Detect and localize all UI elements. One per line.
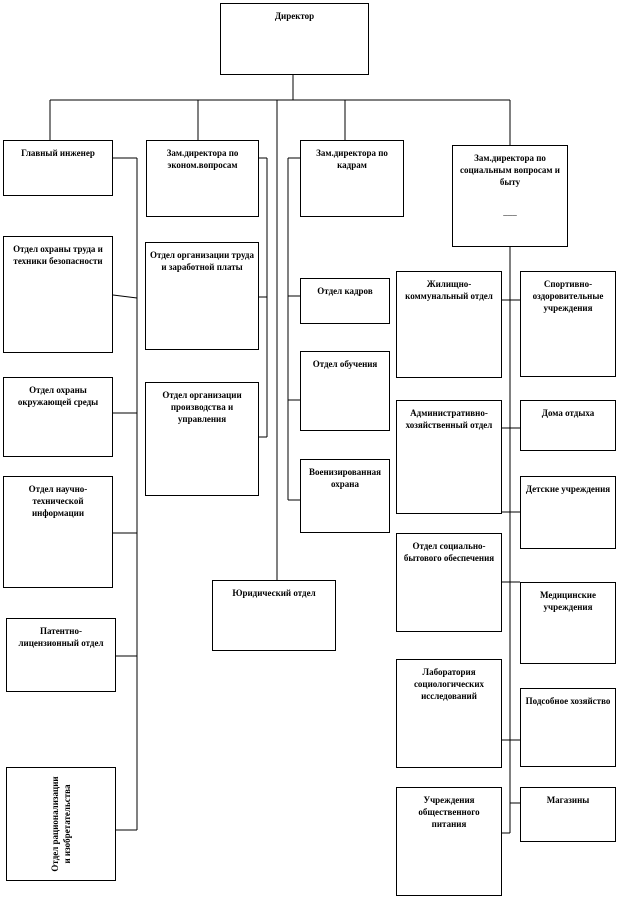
dept-admin-label: Административно-хозяйственный отдел (405, 408, 493, 430)
dept-rest-homes-label: Дома отдыха (541, 408, 595, 418)
dept-personnel-label: Отдел кадров (317, 286, 373, 296)
dept-auxiliary-farm-label: Подсобное хозяйство (525, 696, 611, 706)
deputy-social-box (452, 145, 568, 247)
dept-catering-label: Учреждения общественного питания (418, 795, 480, 829)
dept-labor-org-label: Отдел организации труда и заработной платы (150, 250, 254, 272)
dept-social-support-label: Отдел социально-бытового обеспечения (403, 541, 495, 563)
dept-legal (212, 580, 336, 651)
dept-housing (396, 271, 502, 378)
connector (113, 295, 137, 298)
dept-auxiliary-farm (520, 688, 616, 767)
dept-legal-label: Юридический отдел (232, 588, 316, 598)
deputy-econ-label: Зам.директора по эконом.вопросам (166, 148, 239, 170)
deputy-hr-box (300, 140, 404, 217)
dept-rationalization (6, 767, 116, 881)
deputy-social-mark: ___ (503, 207, 517, 217)
dept-labor-org (145, 242, 259, 350)
dept-shops (520, 787, 616, 842)
dept-scientific-info-label: Отдел научно-технической информации (28, 484, 88, 518)
dept-rest-homes (520, 400, 616, 451)
dept-training (300, 351, 390, 431)
dept-medical-label: Медицинские учреждения (540, 590, 596, 612)
dept-production-org-label: Отдел организации производства и управления (162, 390, 242, 424)
dept-admin (396, 400, 502, 514)
dept-security (300, 459, 390, 533)
dept-environment-label: Отдел охраны окружающей среды (17, 385, 99, 407)
dept-medical (520, 582, 616, 664)
director-box (220, 3, 369, 75)
dept-patent-label: Патентно-лицензионный отдел (18, 626, 104, 648)
deputy-econ-box (146, 140, 259, 217)
director-label: Директор (274, 11, 315, 21)
dept-security-label: Военизированная охрана (308, 467, 382, 489)
dept-shops-label: Магазины (546, 795, 590, 805)
deputy-hr-label: Зам.директора по кадрам (316, 148, 388, 170)
dept-personnel (300, 278, 390, 324)
dept-housing-label: Жилищно-коммунальный отдел (405, 279, 493, 301)
dept-sociology-lab (396, 659, 502, 768)
dept-social-support (396, 533, 502, 632)
dept-labor-safety-label: Отдел охраны труда и техники безопасности (13, 244, 103, 266)
dept-catering (396, 787, 502, 896)
dept-patent (6, 618, 116, 692)
dept-sports (520, 271, 616, 377)
dept-children-label: Детские учреждения (525, 484, 611, 494)
deputy-social-label: Зам.директора по социальным вопросам и быту (459, 153, 560, 187)
dept-environment (3, 377, 113, 457)
dept-labor-safety (3, 236, 113, 353)
dept-sports-label: Спортивно-оздоровительные учреждения (532, 279, 604, 313)
dept-children (520, 476, 616, 549)
dept-production-org (145, 382, 259, 496)
chief-engineer-label: Главный инженер (21, 148, 95, 158)
chief-engineer-box (3, 140, 113, 196)
dept-sociology-lab-label: Лаборатория социологических исследований (413, 667, 485, 701)
dept-training-label: Отдел обучения (312, 359, 378, 369)
dept-scientific-info (3, 476, 113, 588)
dept-rationalization-label: Отдел рационализации и изобретательства (50, 776, 72, 872)
